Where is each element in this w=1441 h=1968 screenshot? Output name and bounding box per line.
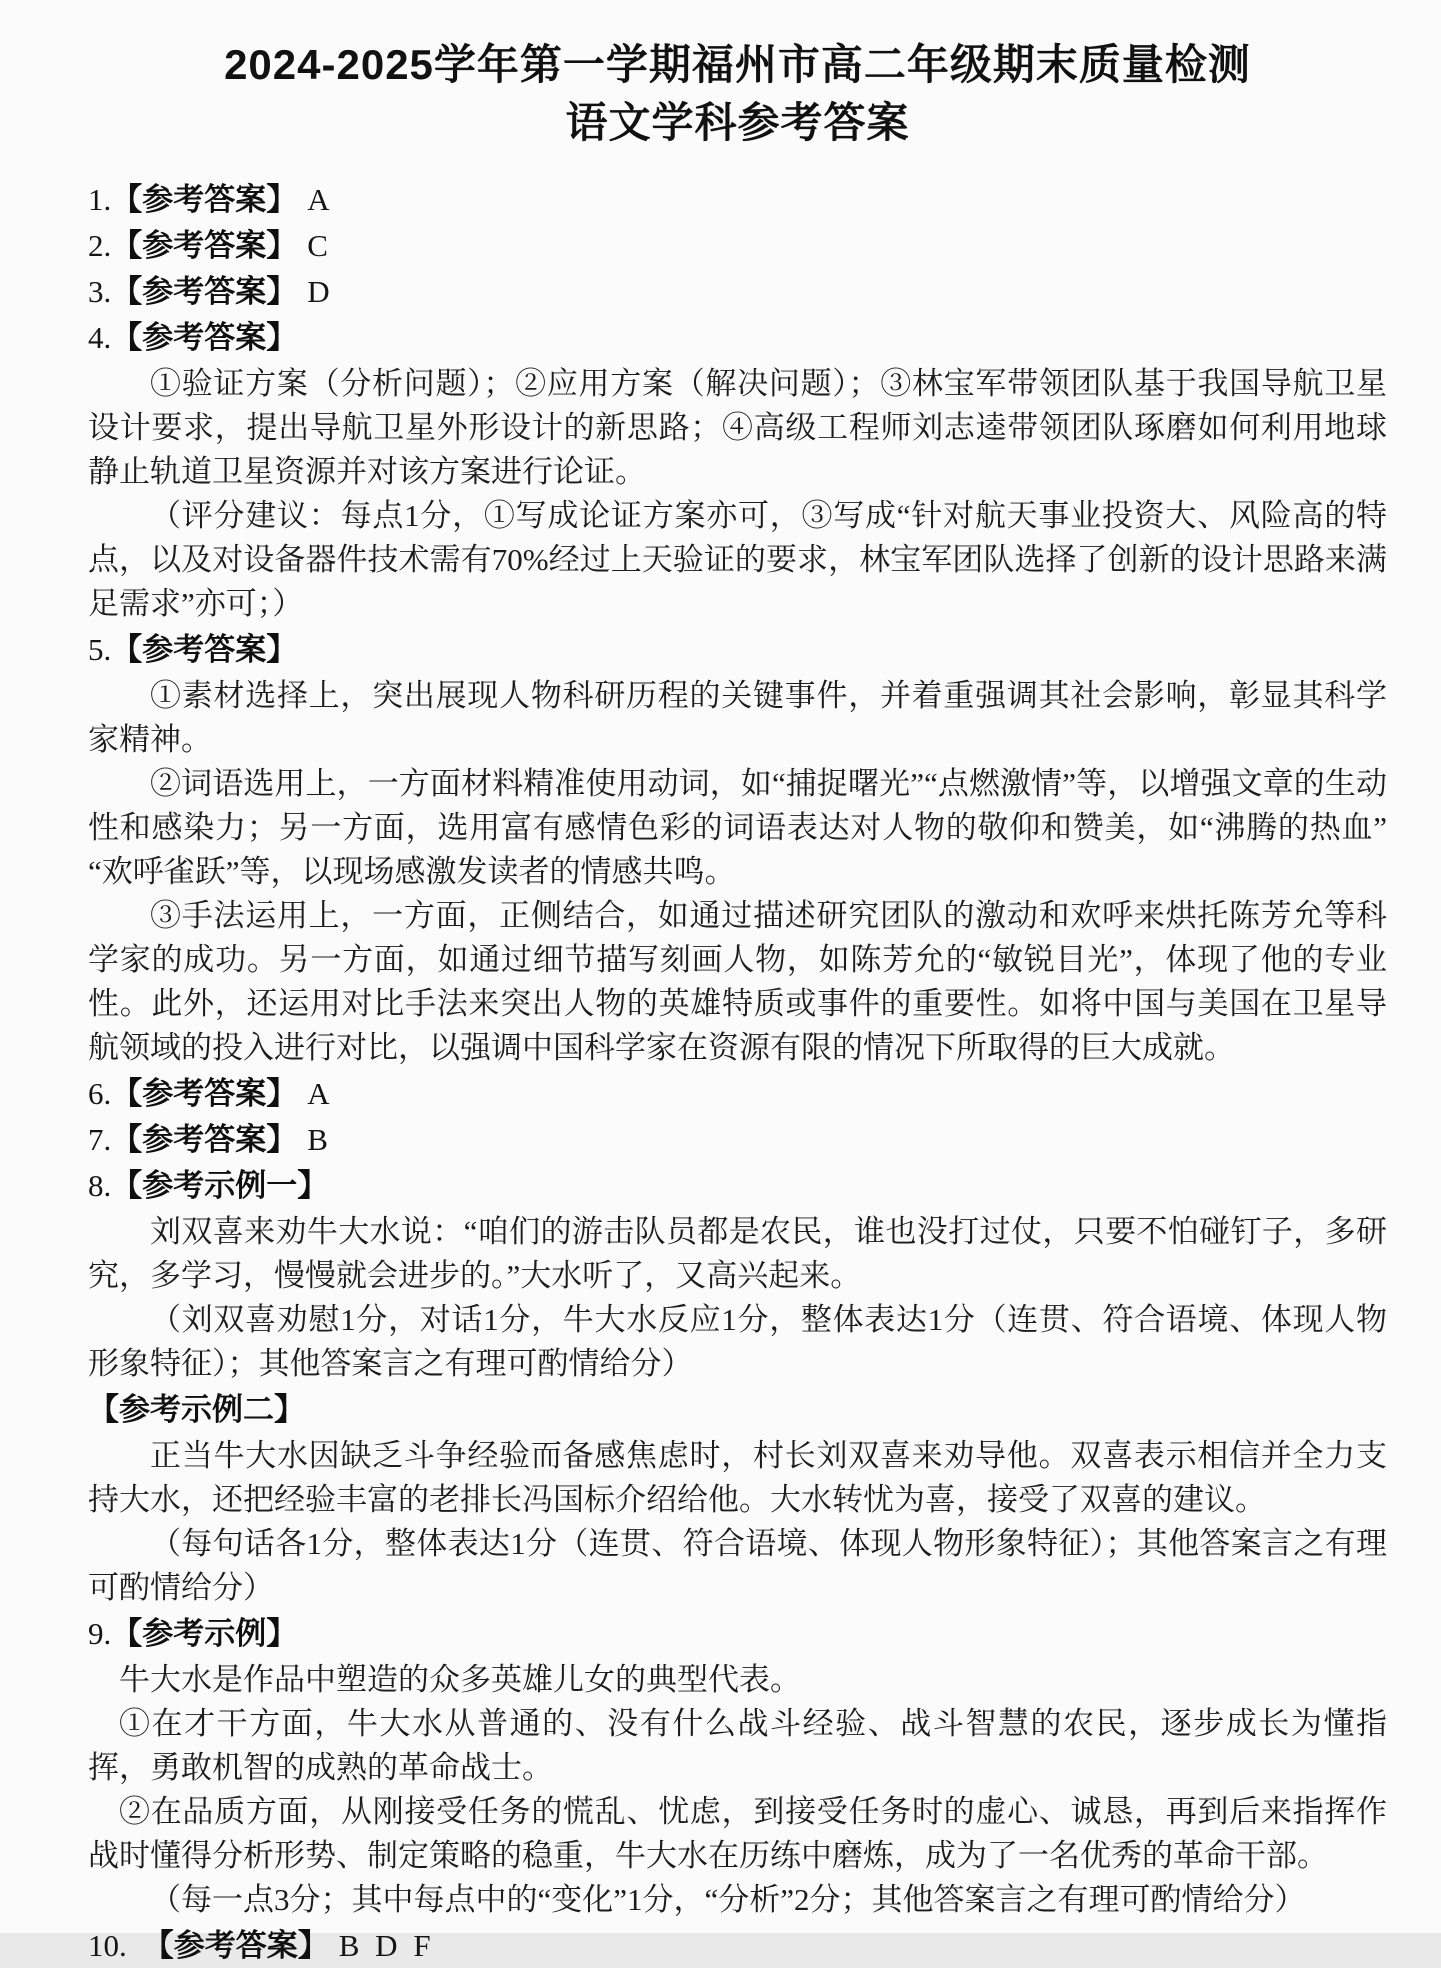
answer-value: C bbox=[307, 228, 332, 263]
item-label: 【参考答案】 bbox=[142, 1928, 329, 1963]
section-heading bbox=[88, 628, 1387, 672]
answer-paragraph: （刘双喜劝慰1分，对话1分，牛大水反应1分，整体表达1分（连贯、符合语境、体现人物形象特征）；其他答案言之有理可酌情给分） bbox=[88, 1302, 1387, 1381]
item-number: 4. bbox=[88, 320, 112, 355]
item-label: 【参考示例一】 bbox=[111, 1168, 329, 1203]
item-label: 【参考示例】 bbox=[111, 1616, 298, 1651]
answer-paragraph: ①素材选择上，突出展现人物科研历程的关键事件，并着重强调其社会影响，彰显其科学家精神。 bbox=[88, 678, 1387, 757]
answer-paragraph: 正当牛大水因缺乏斗争经验而备感焦虑时，村长刘双喜来劝导他。双喜表示相信并全力支持大水，还把经验丰富的老排长冯国标介绍给他。大水转忧为喜，接受了双喜的建议。 bbox=[88, 1438, 1387, 1517]
item-number: 1. bbox=[88, 182, 112, 217]
item-number: 9. bbox=[88, 1616, 112, 1651]
item-label: 【参考答案】 bbox=[111, 1076, 298, 1111]
answer-line bbox=[88, 1924, 1387, 1968]
item-label: 【参考示例二】 bbox=[88, 1392, 305, 1427]
item-label: 【参考答案】 bbox=[111, 274, 298, 309]
item-number: 8. bbox=[88, 1168, 112, 1203]
document-title-line2: 语文学科参考答案 bbox=[565, 99, 910, 146]
answer-line bbox=[88, 1118, 1387, 1162]
answer-paragraph: ①在才干方面，牛大水从普通的、没有什么战斗经验、战斗智慧的农民，逐步成长为懂指挥，勇敢机智的成熟的革命战士。 bbox=[88, 1706, 1387, 1785]
item-label: 【参考答案】 bbox=[111, 632, 298, 667]
section-heading bbox=[88, 1388, 1387, 1432]
answer-paragraph: （每一点3分；其中每点中的“变化”1分，“分析”2分；其他答案言之有理可酌情给分） bbox=[150, 1882, 1306, 1917]
item-number: 2. bbox=[88, 228, 112, 263]
answer-value: A bbox=[307, 1076, 334, 1111]
answer-line bbox=[88, 1072, 1387, 1116]
answer-paragraph: ③手法运用上，一方面，正侧结合，如通过描述研究团队的激动和欢呼来烘托陈芳允等科学家的成功。另一方面，如通过细节描写刻画人物，如陈芳允的“敏锐目光”，体现了他的专业性。此外，还运用对比手法来突出人物的英雄特质或事件的重要性。如将中国与美国在卫星导航领域的投入进行对比，以强调中国科学家在资源有限的情况下所取得的巨大成就。 bbox=[88, 898, 1387, 1065]
item-number: 7. bbox=[88, 1122, 112, 1157]
section-heading bbox=[88, 316, 1387, 360]
answer-value: B D F bbox=[338, 1928, 435, 1963]
answer-paragraph: 刘双喜来劝牛大水说：“咱们的游击队员都是农民，谁也没打过仗，只要不怕碰钉子，多研究，多学习，慢慢就会进步的。”大水听了，又高兴起来。 bbox=[88, 1214, 1387, 1293]
answer-paragraph: ②词语选用上，一方面材料精准使用动词，如“捕捉曙光”“点燃激情”等，以增强文章的生动性和感染力；另一方面，选用富有感情色彩的词语表达对人物的敬仰和赞美，如“沸腾的热血”“欢呼雀跃”等，以现场感激发读者的情感共鸣。 bbox=[88, 766, 1387, 889]
item-number: 10. bbox=[88, 1928, 127, 1963]
item-number: 5. bbox=[88, 632, 112, 667]
answer-paragraph: （每句话各1分，整体表达1分（连贯、符合语境、体现人物形象特征）；其他答案言之有理可酌情给分） bbox=[88, 1526, 1387, 1605]
answer-paragraph: （评分建议：每点1分，①写成论证方案亦可，③写成“针对航天事业投资大、风险高的特点，以及对设备器件技术需有70%经过上天验证的要求，林宝军团队选择了创新的设计思路来满足需求”亦可；） bbox=[88, 498, 1387, 621]
answer-line bbox=[88, 178, 1387, 222]
item-label: 【参考答案】 bbox=[111, 320, 298, 355]
answer-paragraph: 牛大水是作品中塑造的众多英雄儿女的典型代表。 bbox=[119, 1662, 801, 1697]
answer-line bbox=[88, 224, 1387, 268]
item-label: 【参考答案】 bbox=[111, 182, 298, 217]
document-title-line1: 2024-2025学年第一学期福州市高二年级期末质量检测 bbox=[224, 41, 1251, 88]
section-heading bbox=[88, 1612, 1387, 1656]
section-heading bbox=[88, 1164, 1387, 1208]
item-label: 【参考答案】 bbox=[111, 228, 298, 263]
answer-value: A bbox=[307, 182, 334, 217]
answer-paragraph: ②在品质方面，从刚接受任务的慌乱、忧虑，到接受任务时的虚心、诚恳，再到后来指挥作战时懂得分析形势、制定策略的稳重，牛大水在历练中磨炼，成为了一名优秀的革命干部。 bbox=[88, 1794, 1387, 1873]
answer-line bbox=[88, 270, 1387, 314]
answer-value: B bbox=[307, 1122, 332, 1157]
answer-value: D bbox=[307, 274, 334, 309]
answer-paragraph: ①验证方案（分析问题）；②应用方案（解决问题）；③林宝军带领团队基于我国导航卫星设计要求，提出导航卫星外形设计的新思路；④高级工程师刘志逵带领团队琢磨如何利用地球静止轨道卫星资源并对该方案进行论证。 bbox=[88, 366, 1387, 489]
item-number: 3. bbox=[88, 274, 112, 309]
item-number: 6. bbox=[88, 1076, 112, 1111]
answer-sheet-body bbox=[88, 178, 1387, 1968]
item-label: 【参考答案】 bbox=[111, 1122, 298, 1157]
document-header bbox=[88, 36, 1387, 152]
